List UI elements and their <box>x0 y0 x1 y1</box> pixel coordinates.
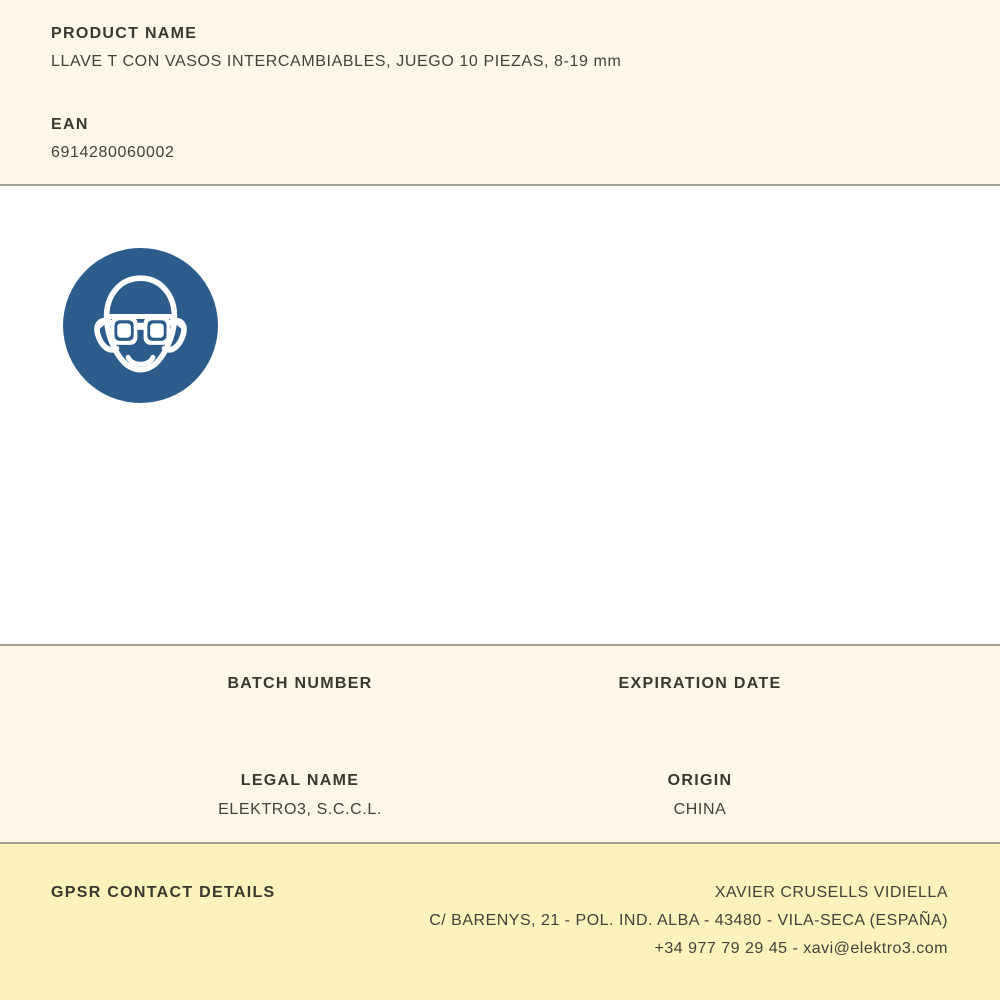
origin-field <box>500 771 900 820</box>
gpsr-contact-address: C/ BARENYS, 21 - POL. IND. ALBA - 43480 - VILA-SECA (ESPAÑA) <box>429 912 948 929</box>
gpsr-contact-block <box>429 879 948 963</box>
details-row-2 <box>100 771 900 820</box>
batch-number-field <box>100 674 500 703</box>
details-section <box>0 644 1000 842</box>
expiration-date-label: EXPIRATION DATE <box>618 675 782 692</box>
ean-label: EAN <box>51 116 89 133</box>
origin-value: CHINA <box>673 801 727 818</box>
product-info-section <box>0 0 1000 186</box>
gpsr-contact-phone-email: +34 977 79 29 45 - xavi@elektro3.com <box>654 940 948 957</box>
legal-name-label: LEGAL NAME <box>240 772 360 789</box>
product-name-field <box>51 24 949 72</box>
ean-field <box>51 115 949 163</box>
legal-name-field <box>100 771 500 820</box>
expiration-date-field <box>500 674 900 703</box>
product-name-label: PRODUCT NAME <box>51 25 198 42</box>
origin-label: ORIGIN <box>667 772 733 789</box>
wear-eye-protection-icon <box>63 248 218 403</box>
gpsr-section <box>0 842 1000 1000</box>
gpsr-contact-name: XAVIER CRUSELLS VIDIELLA <box>714 884 948 901</box>
ean-value: 6914280060002 <box>51 144 175 161</box>
safety-pictogram-section <box>0 186 1000 644</box>
product-name-value: LLAVE T CON VASOS INTERCAMBIABLES, JUEGO 10 PIEZAS, 8-19 mm <box>51 53 622 70</box>
gpsr-contact-details-label: GPSR CONTACT DETAILS <box>51 884 276 901</box>
legal-name-value: ELEKTRO3, S.C.C.L. <box>218 801 382 818</box>
details-row-1 <box>100 674 900 703</box>
batch-number-label: BATCH NUMBER <box>227 675 373 692</box>
